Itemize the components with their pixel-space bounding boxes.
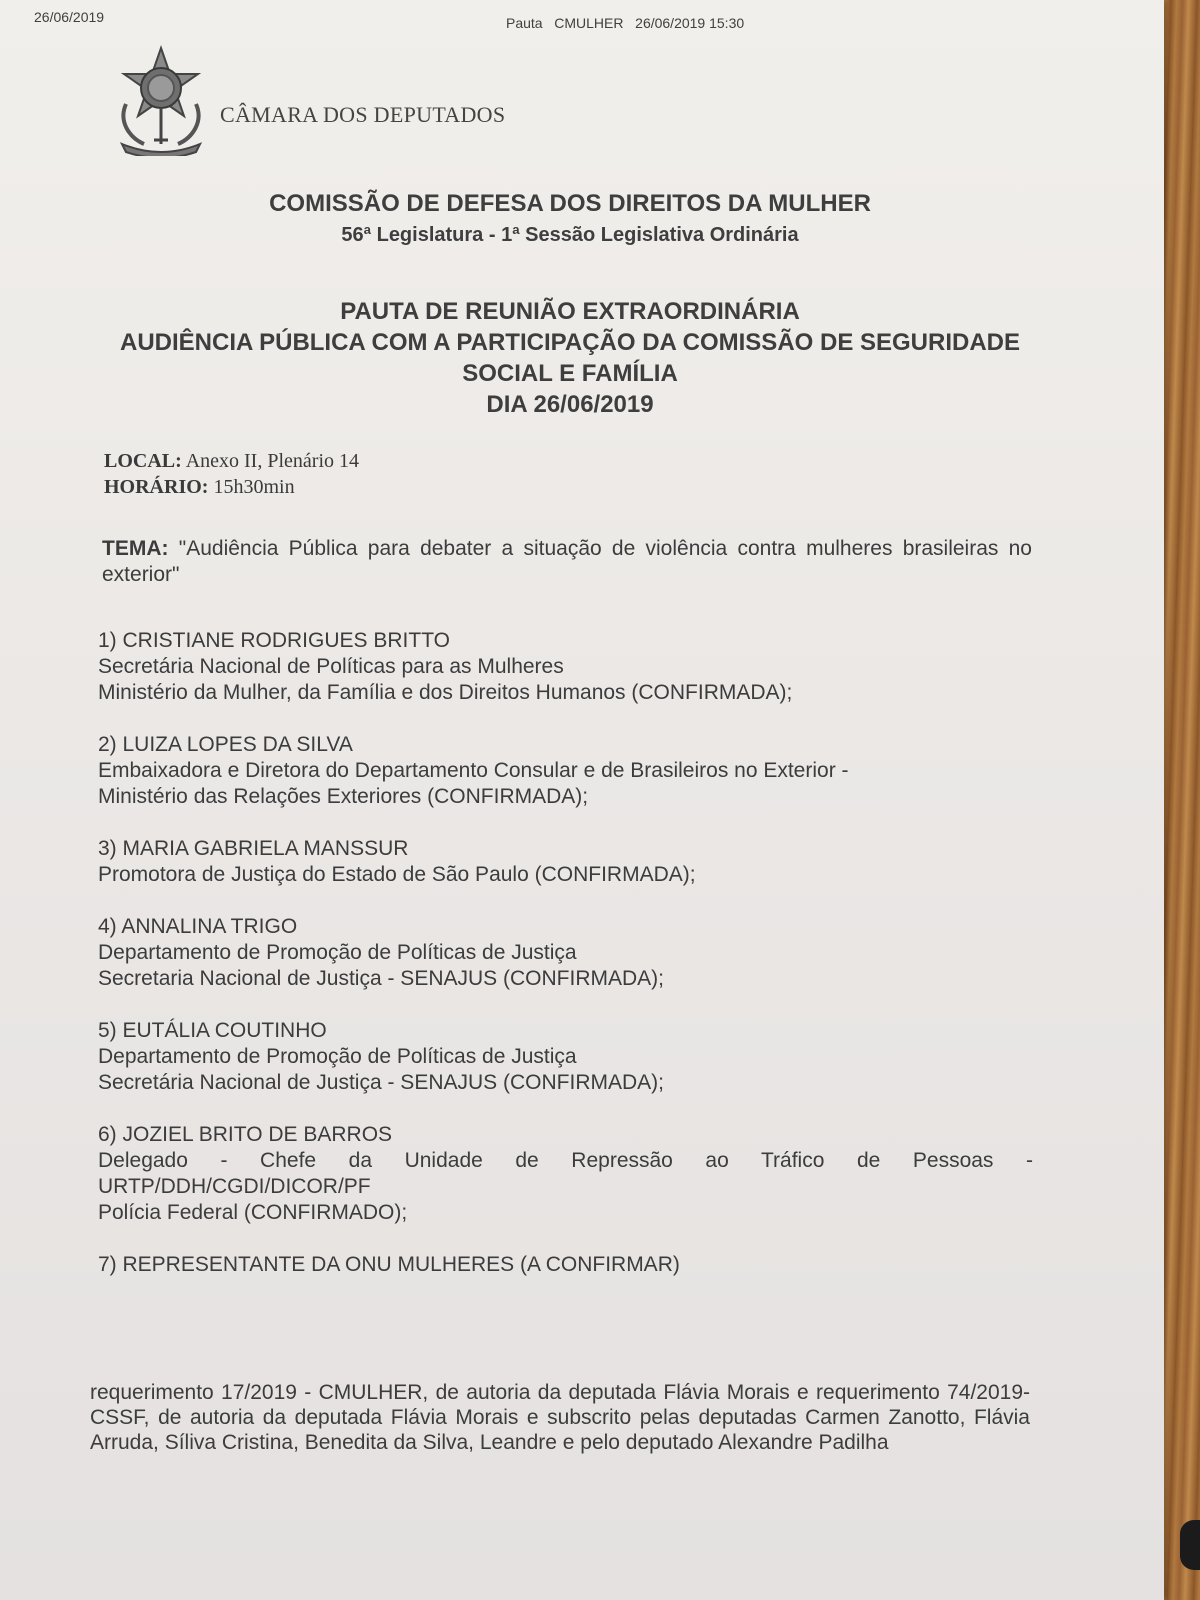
speaker-role-line: Secretaria Nacional de Justiça - SENAJUS (CONFIRMADA);	[98, 967, 664, 990]
speaker-role-line: Secretária Nacional de Políticas para as Mulheres	[98, 655, 564, 678]
agenda-subtitle-1: AUDIÊNCIA PÚBLICA COM A PARTICIPAÇÃO DA COMISSÃO DE SEGURIDADE	[119, 329, 1021, 356]
speaker-item	[98, 628, 1033, 706]
committee-title: COMISSÃO DE DEFESA DOS DIREITOS DA MULHER	[269, 190, 871, 217]
speaker-name: 1) CRISTIANE RODRIGUES BRITTO	[98, 629, 450, 652]
speaker-role-line: Embaixadora e Diretora do Departamento Consular e de Brasileiros no Exterior -	[98, 759, 849, 782]
speaker-item	[98, 914, 1033, 992]
meeting-info	[104, 448, 359, 500]
institution-name: CÂMARA DOS DEPUTADOS	[220, 102, 506, 127]
speaker-role-line: Ministério da Mulher, da Família e dos Direitos Humanos (CONFIRMADA);	[98, 681, 793, 704]
speaker-list	[98, 628, 1033, 1304]
theme-paragraph	[102, 536, 1032, 588]
requirements-paragraph: requerimento 17/2019 - CMULHER, de autoria da deputada Flávia Morais e requerimento 74/2019-CSSF, de autoria da deputada Flávia Morais e subscrito pelas deputadas Carmen Zanotto, Flávia Arruda, Síliva Cristina, Benedita da Silva, Leandre e pelo deputado Alexandre Padilha	[90, 1381, 1030, 1454]
speaker-role-line: Departamento de Promoção de Políticas de Justiça	[98, 941, 577, 964]
speaker-role-line: URTP/DDH/CGDI/DICOR/PF	[98, 1175, 371, 1198]
time-label: HORÁRIO:	[104, 476, 209, 498]
binder-clip	[1180, 1520, 1200, 1570]
speaker-item	[98, 1122, 1033, 1226]
speaker-name: 7) REPRESENTANTE DA ONU MULHERES (A CONFIRMAR)	[98, 1253, 680, 1276]
theme-text: "Audiência Pública para debater a situação de violência contra mulheres brasileiras no exterior"	[102, 537, 1032, 586]
speaker-item	[98, 836, 1033, 888]
speaker-item	[98, 732, 1033, 810]
coat-of-arms-icon	[112, 44, 210, 156]
theme-label: TEMA:	[102, 537, 169, 560]
speaker-role-line: Polícia Federal (CONFIRMADO);	[98, 1201, 408, 1224]
speaker-role-line: Ministério das Relações Exteriores (CONFIRMADA);	[98, 785, 589, 808]
speaker-item	[98, 1018, 1033, 1096]
speaker-name: 3) MARIA GABRIELA MANSSUR	[98, 837, 409, 860]
speaker-name: 5) EUTÁLIA COUTINHO	[98, 1019, 327, 1042]
speaker-name: 6) JOZIEL BRITO DE BARROS	[98, 1123, 393, 1146]
speaker-role-line: Departamento de Promoção de Políticas de Justiça	[98, 1045, 577, 1068]
agenda-subtitle-2: SOCIAL E FAMÍLIA	[462, 360, 678, 387]
agenda-type: PAUTA DE REUNIÃO EXTRAORDINÁRIA	[340, 298, 800, 325]
speaker-role-line: Secretária Nacional de Justiça - SENAJUS (CONFIRMADA);	[98, 1071, 664, 1094]
agenda-date: DIA 26/06/2019	[486, 391, 654, 418]
speaker-name: 4) ANNALINA TRIGO	[98, 915, 298, 938]
local-label: LOCAL:	[104, 450, 182, 472]
speaker-name: 2) LUIZA LOPES DA SILVA	[98, 733, 353, 756]
speaker-item	[98, 1252, 1033, 1278]
local-value: Anexo II, Plenário 14	[185, 450, 359, 472]
speaker-role-line: Promotora de Justiça do Estado de São Paulo (CONFIRMADA);	[98, 863, 696, 886]
print-date: 26/06/2019	[34, 9, 105, 25]
agenda-heading	[0, 296, 1140, 420]
time-value: 15h30min	[213, 476, 295, 498]
print-header-title: Pauta CMULHER 26/06/2019 15:30	[506, 15, 745, 31]
legislature-line: 56ª Legislatura - 1ª Sessão Legislativa Ordinária	[341, 224, 799, 246]
speaker-role-line: Delegado - Chefe da Unidade de Repressão ao Tráfico de Pessoas -	[98, 1149, 1033, 1172]
